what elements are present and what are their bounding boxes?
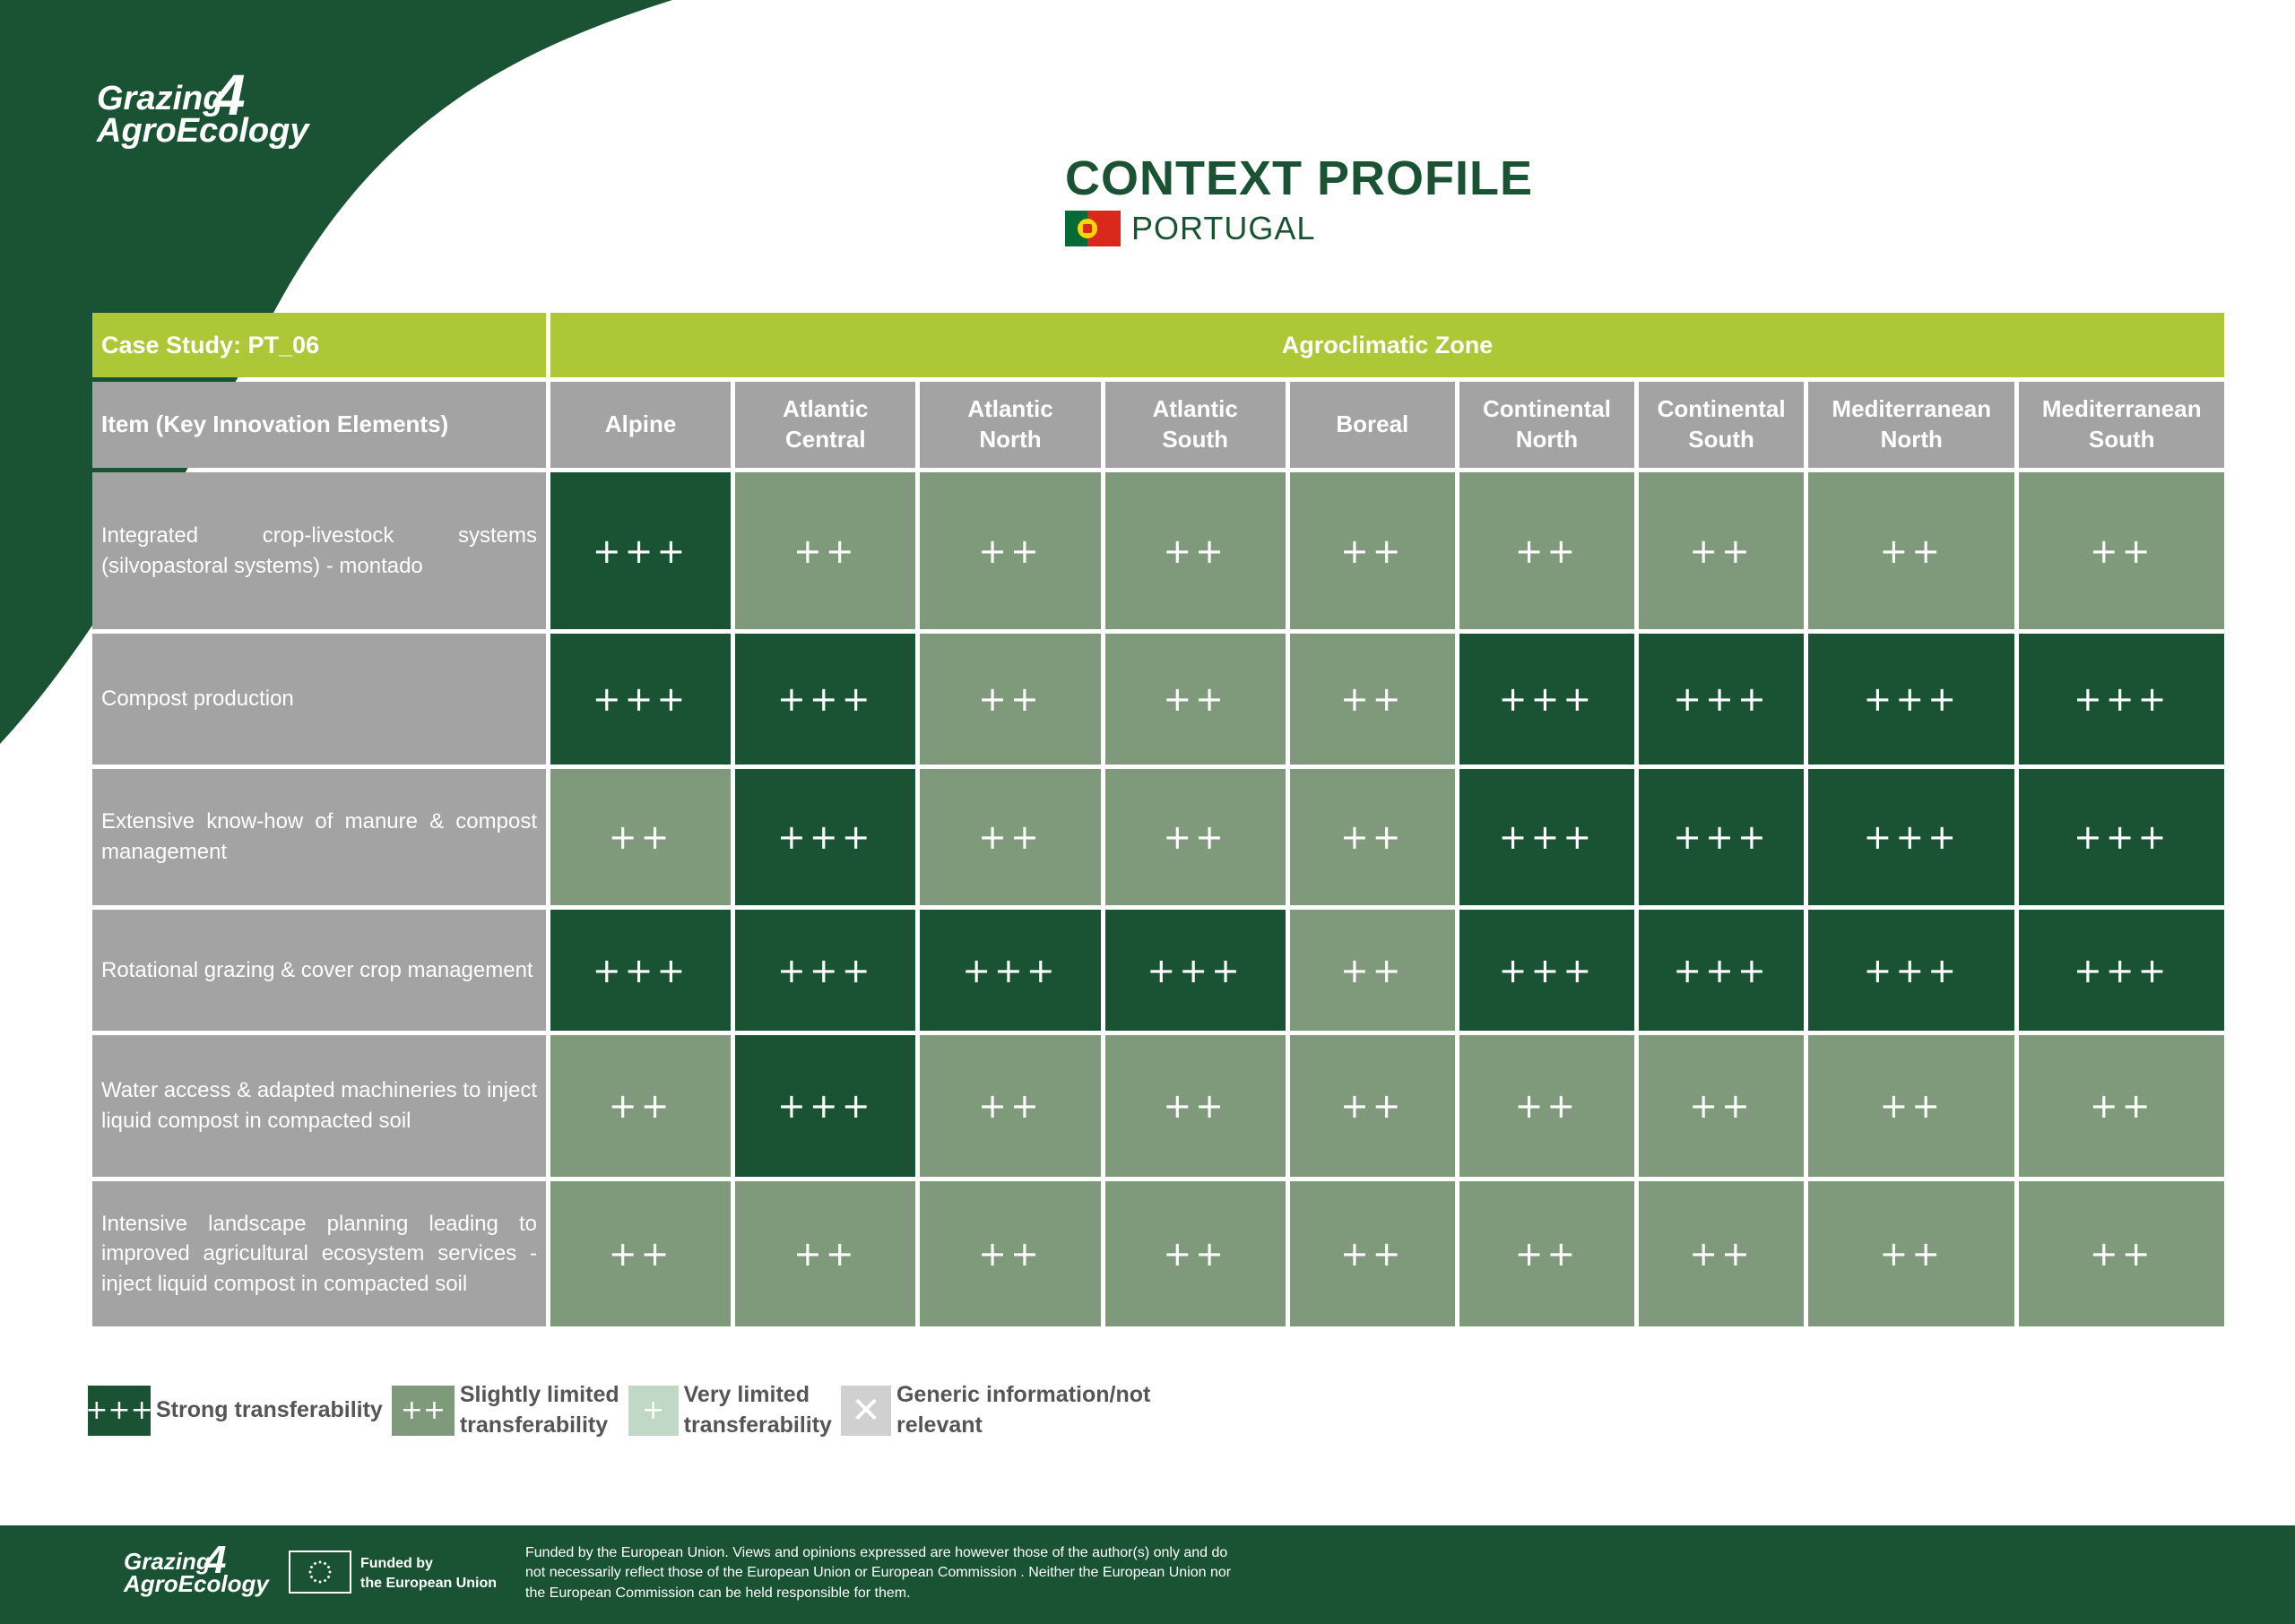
- footer-logo-line-2: AgroEcology: [124, 1569, 269, 1597]
- transferability-cell: +++: [735, 769, 915, 905]
- transferability-cell: ++: [1105, 1181, 1286, 1326]
- transferability-cell: ++: [1639, 1181, 1804, 1326]
- transferability-cell: +++: [1105, 910, 1286, 1031]
- transferability-cell: ++: [1290, 910, 1455, 1031]
- transferability-cell: +++: [1459, 910, 1634, 1031]
- transferability-cell: ++: [1105, 472, 1286, 629]
- transferability-cell: +++: [2019, 634, 2224, 764]
- transferability-cell: +++: [550, 910, 731, 1031]
- legend-label-line-1: Strong transferability: [156, 1396, 383, 1422]
- legend-swatch: +++: [88, 1386, 151, 1436]
- legend-label-line-2: relevant: [896, 1412, 983, 1438]
- zone-header-cell: [550, 382, 731, 468]
- zone-header-cell: [920, 382, 1100, 468]
- table-row: [92, 1181, 2224, 1326]
- footer-logo-line-1: Grazing: [124, 1548, 211, 1575]
- zone-header: Agroclimatic Zone: [550, 313, 2224, 377]
- zone-name-part: Boreal: [1336, 410, 1409, 438]
- legend-label: [156, 1395, 383, 1426]
- legend-swatch: +: [628, 1386, 679, 1436]
- table-row: [92, 1035, 2224, 1177]
- zone-name-part: South: [2088, 426, 2155, 453]
- transferability-cell: ++: [735, 1181, 915, 1326]
- transferability-cell: +++: [1808, 910, 2014, 1031]
- table-row: [92, 472, 2224, 629]
- portugal-flag-icon: [1065, 211, 1121, 246]
- eu-line-1: Funded by: [360, 1556, 433, 1571]
- zone-header-cell: [1808, 382, 2014, 468]
- innovation-item: Compost production: [92, 634, 546, 764]
- legend-label-line-1: Generic information/not: [896, 1382, 1151, 1407]
- zone-name-part: South: [1688, 426, 1754, 453]
- eu-funding-label: [360, 1554, 497, 1594]
- transferability-cell: ++: [550, 1035, 731, 1177]
- transferability-cell: ++: [1290, 472, 1455, 629]
- legend-label-line-2: transferability: [683, 1412, 832, 1438]
- legend-label-line-2: transferability: [459, 1412, 609, 1438]
- zone-name-part: Continental: [1482, 395, 1611, 423]
- transferability-cell: +++: [1639, 769, 1804, 905]
- legend: [85, 1380, 1159, 1441]
- transferability-cell: ++: [1105, 1035, 1286, 1177]
- eu-flag-icon: [289, 1551, 351, 1594]
- transferability-cell: ++: [1290, 1181, 1455, 1326]
- case-study-label: Case Study: PT_06: [92, 313, 546, 377]
- zone-name-part: Alpine: [604, 410, 677, 438]
- legend-item: [392, 1380, 619, 1441]
- footer-logo: [124, 1538, 269, 1597]
- zone-header-cell: [2019, 382, 2224, 468]
- transferability-cell: ++: [1639, 1035, 1804, 1177]
- legend-label: [684, 1380, 832, 1441]
- zone-header-cell: [735, 382, 915, 468]
- zone-name-part: Atlantic: [1152, 395, 1238, 423]
- transferability-cell: +++: [550, 634, 731, 764]
- transferability-cell: ++: [735, 472, 915, 629]
- legend-swatch: ++: [392, 1386, 455, 1436]
- transferability-cell: +++: [1459, 769, 1634, 905]
- zone-name-part: Mediterranean: [1832, 395, 1992, 423]
- zone-name-part: South: [1162, 426, 1228, 453]
- footer-logo-four: 4: [204, 1538, 227, 1582]
- transferability-cell: ++: [920, 472, 1100, 629]
- transferability-cell: ++: [550, 769, 731, 905]
- transferability-cell: ++: [1290, 769, 1455, 905]
- innovation-item: Extensive know-how of manure & compost management: [92, 769, 546, 905]
- innovation-item: Rotational grazing & cover crop management: [92, 910, 546, 1031]
- logo-line-1: Grazing: [97, 80, 224, 117]
- innovation-item: Water access & adapted machineries to inject liquid compost in compacted soil: [92, 1035, 546, 1177]
- zone-name-part: Atlantic: [783, 395, 869, 423]
- transferability-cell: +++: [1459, 634, 1634, 764]
- zone-header-cell: [1105, 382, 1286, 468]
- transferability-cell: +++: [2019, 769, 2224, 905]
- footer: [0, 1525, 2295, 1624]
- transferability-cell: +++: [1639, 634, 1804, 764]
- brand-logo: [97, 63, 309, 151]
- innovation-item: Integrated crop-livestock systems (silvopastoral systems) - montado: [92, 472, 546, 629]
- transferability-cell: ++: [1808, 472, 2014, 629]
- transferability-cell: ++: [1105, 634, 1286, 764]
- transferability-cell: ++: [2019, 472, 2224, 629]
- legend-item: [841, 1380, 1150, 1441]
- logo-four: 4: [213, 63, 246, 127]
- zone-name-part: North: [1880, 426, 1943, 453]
- item-column-header: Item (Key Innovation Elements): [92, 382, 546, 468]
- transferability-cell: +++: [735, 634, 915, 764]
- zone-header-cell: [1639, 382, 1804, 468]
- country-row: [1065, 210, 1533, 247]
- transferability-cell: ++: [1808, 1035, 2014, 1177]
- legend-item: [628, 1380, 832, 1441]
- legend-item: [85, 1386, 383, 1436]
- transferability-cell: ++: [550, 1181, 731, 1326]
- transferability-cell: ++: [1639, 472, 1804, 629]
- zone-header-cell: [1459, 382, 1634, 468]
- zone-name-part: North: [1515, 426, 1579, 453]
- disclaimer-text: Funded by the European Union. Views and opinions expressed are however those of the author(s) only and do not necessarily reflect those of the European Union or European Commission . Neither the European Union nor the European Commission can be held responsible for them.: [525, 1545, 1232, 1601]
- transferability-cell: +++: [1808, 634, 2014, 764]
- table-row: [92, 910, 2224, 1031]
- legend-swatch: ✕: [841, 1386, 891, 1436]
- transferability-cell: ++: [2019, 1035, 2224, 1177]
- eu-line-2: the European Union: [360, 1576, 497, 1592]
- transferability-cell: ++: [2019, 1181, 2224, 1326]
- transferability-cell: +++: [2019, 910, 2224, 1031]
- transferability-cell: +++: [1639, 910, 1804, 1031]
- transferability-cell: +++: [1808, 769, 2014, 905]
- transferability-cell: ++: [1459, 1181, 1634, 1326]
- zone-name-part: Mediterranean: [2041, 395, 2202, 423]
- transferability-cell: ++: [1290, 1035, 1455, 1177]
- transferability-cell: +++: [735, 1035, 915, 1177]
- transferability-cell: ++: [920, 634, 1100, 764]
- transferability-cell: +++: [550, 472, 731, 629]
- table-row: [92, 769, 2224, 905]
- title-block: [1065, 151, 1533, 247]
- zone-name-part: North: [979, 426, 1042, 453]
- transferability-cell: ++: [920, 1035, 1100, 1177]
- page-title: CONTEXT PROFILE: [1065, 151, 1534, 205]
- transferability-cell: ++: [1808, 1181, 2014, 1326]
- legend-label-line-1: Slightly limited: [459, 1382, 619, 1407]
- table-row: [92, 634, 2224, 764]
- transferability-cell: ++: [1290, 634, 1455, 764]
- transferability-cell: ++: [920, 769, 1100, 905]
- country-name: PORTUGAL: [1131, 210, 1316, 246]
- transferability-cell: ++: [1459, 472, 1634, 629]
- legend-label: [460, 1380, 619, 1441]
- zone-header-cell: [1290, 382, 1455, 468]
- legend-label: [896, 1380, 1150, 1441]
- transferability-table: [88, 308, 2229, 1331]
- zone-name-part: Atlantic: [967, 395, 1053, 423]
- transferability-cell: +++: [735, 910, 915, 1031]
- transferability-cell: ++: [920, 1181, 1100, 1326]
- innovation-item: Intensive landscape planning leading to improved agricultural ecosystem services - inject liquid compost in compacted soil: [92, 1181, 546, 1326]
- legend-label-line-1: Very limited: [683, 1382, 810, 1407]
- logo-line-2: AgroEcology: [97, 112, 309, 151]
- zone-name-part: Continental: [1657, 395, 1786, 423]
- transferability-cell: ++: [1105, 769, 1286, 905]
- transferability-cell: +++: [920, 910, 1100, 1031]
- zone-name-part: Central: [785, 426, 866, 453]
- transferability-cell: ++: [1459, 1035, 1634, 1177]
